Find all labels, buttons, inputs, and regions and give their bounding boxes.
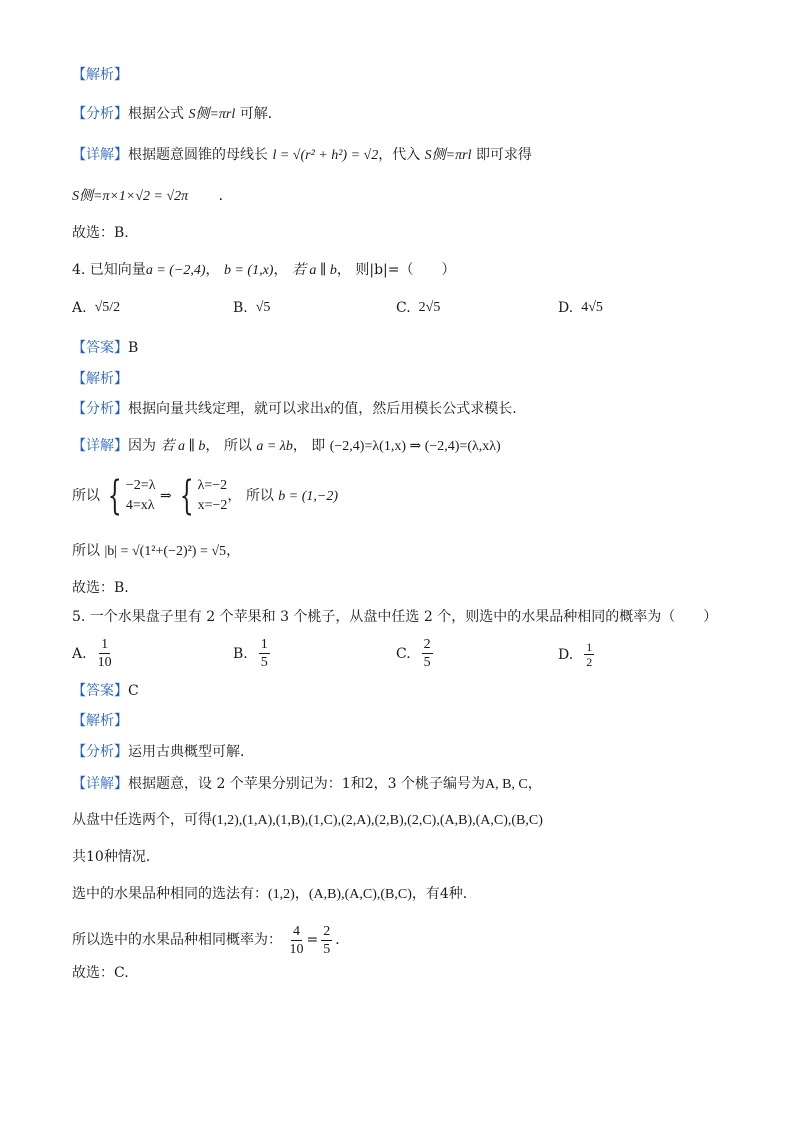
q5-same-line bbox=[72, 883, 477, 906]
q4-option-b-label: B. bbox=[233, 300, 248, 316]
q4-xiangjie-text3: 即 bbox=[311, 438, 326, 454]
q4-option-a-value: √5/2 bbox=[94, 300, 121, 315]
q4-sys-right-1: x=−2 bbox=[197, 498, 228, 513]
q3-result-line bbox=[72, 185, 233, 208]
q4-option-b[interactable] bbox=[233, 300, 270, 316]
q5-answer: C bbox=[128, 683, 139, 699]
q5-option-c-label: C. bbox=[396, 645, 411, 662]
q3-xiangjie-mid: ，代入 bbox=[378, 147, 421, 163]
q4-xiangjie-tag: 【详解】 bbox=[72, 438, 128, 454]
q5-total-line: 共10种情况． bbox=[72, 849, 160, 865]
q4-option-c[interactable] bbox=[396, 300, 440, 316]
q5-analysis-label: 【解析】 bbox=[72, 713, 128, 729]
q5-xiangjie-text: 根据题意，设 2 个苹果分别记为：1和2，3 个桃子编号为 bbox=[128, 776, 485, 792]
q5-prob-frac-1: $\frac{4}{10}$ bbox=[289, 923, 304, 957]
q4-sys-left-1: 4=xλ bbox=[125, 498, 155, 513]
q4-option-c-label: C. bbox=[396, 300, 411, 316]
q5-prob-line: 所以选中的水果品种相同概率为： $\frac{4}{10}$ = $\frac{2}{5}$ ． bbox=[72, 923, 350, 957]
q5-enum-line bbox=[72, 809, 543, 832]
q5-option-c[interactable] bbox=[396, 636, 436, 671]
q3-slant-height-formula: l = √(r² + h²) = √2 bbox=[272, 148, 379, 163]
q4-parallel-cond: 若 a ∥ b bbox=[160, 439, 206, 454]
q4-stem: 4. 已知向量a = (−2,4)， b = (1,x)， 若 a ∥ b， 则|b|=（ ） bbox=[72, 262, 456, 278]
q4-analysis-label: 【解析】 bbox=[72, 371, 128, 387]
q5-option-a-label: A. bbox=[72, 645, 87, 662]
q5-option-b[interactable] bbox=[233, 636, 273, 671]
q4-option-a-label: A. bbox=[72, 300, 87, 316]
q3-fenxi-tag: 【分析】 bbox=[72, 106, 128, 122]
q5-option-a[interactable] bbox=[72, 636, 115, 671]
q4-option-a[interactable] bbox=[72, 300, 120, 316]
q5-answer-final: 故选：C. bbox=[72, 965, 129, 981]
q4-answer: B bbox=[128, 340, 139, 356]
q5-xiangjie-line bbox=[72, 773, 542, 796]
q3-result-end: ． bbox=[218, 188, 233, 204]
q5-prob-text: 所以选中的水果品种相同概率为： bbox=[72, 932, 282, 948]
q5-option-b-label: B. bbox=[233, 645, 248, 662]
q5-fenxi-tag: 【分析】 bbox=[72, 744, 128, 760]
q4-option-d-value: 4√5 bbox=[581, 300, 603, 315]
q4-fenxi-text: 根据向量共线定理，就可以求出 bbox=[128, 401, 324, 417]
q4-sys-suffix: 所以 bbox=[245, 488, 274, 504]
q5-stem: 5. 一个水果盘子里有 2 个苹果和 3 个桃子，从盘中任选 2 个，则选中的水果品种相同的概率为（ ） bbox=[72, 609, 718, 625]
q5-enum-list: (1,2),(1,A),(1,B),(1,C),(2,A),(2,B),(2,C),(A,B),(A,C),(B,C) bbox=[212, 813, 543, 828]
q5-fenxi-line bbox=[72, 741, 254, 763]
q4-lambda-relation: a = λb bbox=[256, 439, 293, 454]
q3-fenxi-formula: S侧=πrl bbox=[188, 107, 236, 122]
q4-option-d-label: D. bbox=[558, 300, 574, 316]
q5-option-d-label: D. bbox=[558, 646, 574, 663]
q4-fenxi-line bbox=[72, 398, 517, 421]
q5-option-c-frac: $\frac{2}{5}$ bbox=[423, 637, 431, 670]
q5-xiangjie-tag: 【详解】 bbox=[72, 776, 128, 792]
q5-prob-frac-2: $\frac{2}{5}$ bbox=[323, 923, 331, 957]
q3-result-formula: S侧=π×1×√2 = √2π bbox=[72, 189, 189, 204]
q3-fenxi-post: 可解． bbox=[239, 106, 282, 122]
q5-same-count: ，有4种． bbox=[411, 886, 477, 902]
q4-mod-prefix: 所以 bbox=[72, 543, 100, 559]
q5-option-d-frac: $\frac{1}{2}$ bbox=[586, 640, 593, 669]
q4-option-d[interactable] bbox=[558, 300, 603, 316]
q4-option-b-value: √5 bbox=[255, 300, 271, 315]
q4-xiangjie-text: 因为 bbox=[128, 438, 156, 454]
q4-sys-left-0: −2=λ bbox=[125, 478, 156, 493]
q4-vector-b: b = (1,x) bbox=[223, 263, 274, 278]
q4-system-right: { λ=−2 x=−2 bbox=[179, 473, 228, 519]
q4-answer-line bbox=[72, 337, 138, 359]
q5-answer-line bbox=[72, 680, 139, 702]
q3-xiangjie-pre: 根据题意圆锥的母线长 bbox=[128, 147, 268, 163]
q3-analysis-label: 【解析】 bbox=[72, 67, 128, 83]
q5-option-d[interactable] bbox=[558, 640, 597, 669]
q3-fenxi-pre: 根据公式 bbox=[128, 106, 184, 122]
q4-fenxi-text2: 的值，然后用模长公式求模长. bbox=[330, 401, 517, 417]
q4-fenxi-tag: 【分析】 bbox=[72, 401, 128, 417]
q4-system-left: { −2=λ 4=xλ bbox=[108, 473, 156, 519]
q4-xiangjie-text2: 所以 bbox=[223, 438, 252, 454]
q3-xiangjie-line bbox=[72, 144, 532, 167]
q5-answer-tag: 【答案】 bbox=[72, 683, 128, 699]
q4-answer-tag: 【答案】 bbox=[72, 340, 128, 356]
q4-xiangjie-line: 【详解】因为 若 a ∥ b， 所以 a = λb， 即 (−2,4)=λ(1,x) ⇒ (−2,4)=(λ,xλ) bbox=[72, 438, 501, 454]
q3-answer-line: 故选：B. bbox=[72, 225, 129, 241]
q5-peach-labels: A, B, C bbox=[484, 777, 528, 792]
q3-fenxi-line bbox=[72, 103, 282, 126]
q4-stem-pre: 4. 已知向量 bbox=[72, 262, 146, 278]
q4-xiangjie-eq: (−2,4)=λ(1,x) ⇒ (−2,4)=(λ,xλ) bbox=[329, 439, 501, 454]
q4-answer-final: 故选：B. bbox=[72, 580, 129, 596]
q3-xiangjie-tag: 【详解】 bbox=[72, 147, 128, 163]
q4-question: 则|b|=（ ） bbox=[355, 262, 456, 278]
q4-modulus-line: 所以 |b| = √(1²+(−2)²) = √5， bbox=[72, 543, 241, 559]
q4-condition: 若 a ∥ b bbox=[291, 263, 337, 278]
q5-xiangjie-end: ， bbox=[527, 776, 542, 792]
q5-enum-text: 从盘中任选两个，可得 bbox=[72, 812, 212, 828]
q5-option-a-frac: $\frac{1}{10}$ bbox=[97, 637, 112, 670]
q3-xiangjie-formula2: S侧=πrl bbox=[424, 148, 472, 163]
q4-sys-result: b = (1,−2) bbox=[278, 489, 339, 504]
q5-fenxi-text: 运用古典概型可解． bbox=[128, 744, 254, 760]
q4-sys-prefix: 所以 bbox=[72, 488, 100, 504]
q5-option-b-frac: $\frac{1}{5}$ bbox=[260, 637, 268, 670]
q5-prob-end: ． bbox=[335, 932, 350, 948]
q4-mod-formula: |b| = √(1²+(−2)²) = √5 bbox=[104, 544, 227, 559]
q5-same-text: 选中的水果品种相同的选法有： bbox=[72, 886, 268, 902]
q4-option-c-value: 2√5 bbox=[418, 300, 441, 315]
q3-xiangjie-post: 即可求得 bbox=[475, 147, 532, 163]
q4-system-line: 所以 { −2=λ 4=xλ ⇒ { λ=−2 x=−2 ， 所以 b = (1,−2) bbox=[72, 473, 339, 519]
q4-fenxi-var: x bbox=[324, 402, 331, 417]
q4-sys-right-0: λ=−2 bbox=[197, 478, 228, 493]
q4-vector-a: a = (−2,4) bbox=[145, 263, 206, 278]
q5-same-list: (1,2)，(A,B),(A,C),(B,C) bbox=[268, 887, 412, 902]
